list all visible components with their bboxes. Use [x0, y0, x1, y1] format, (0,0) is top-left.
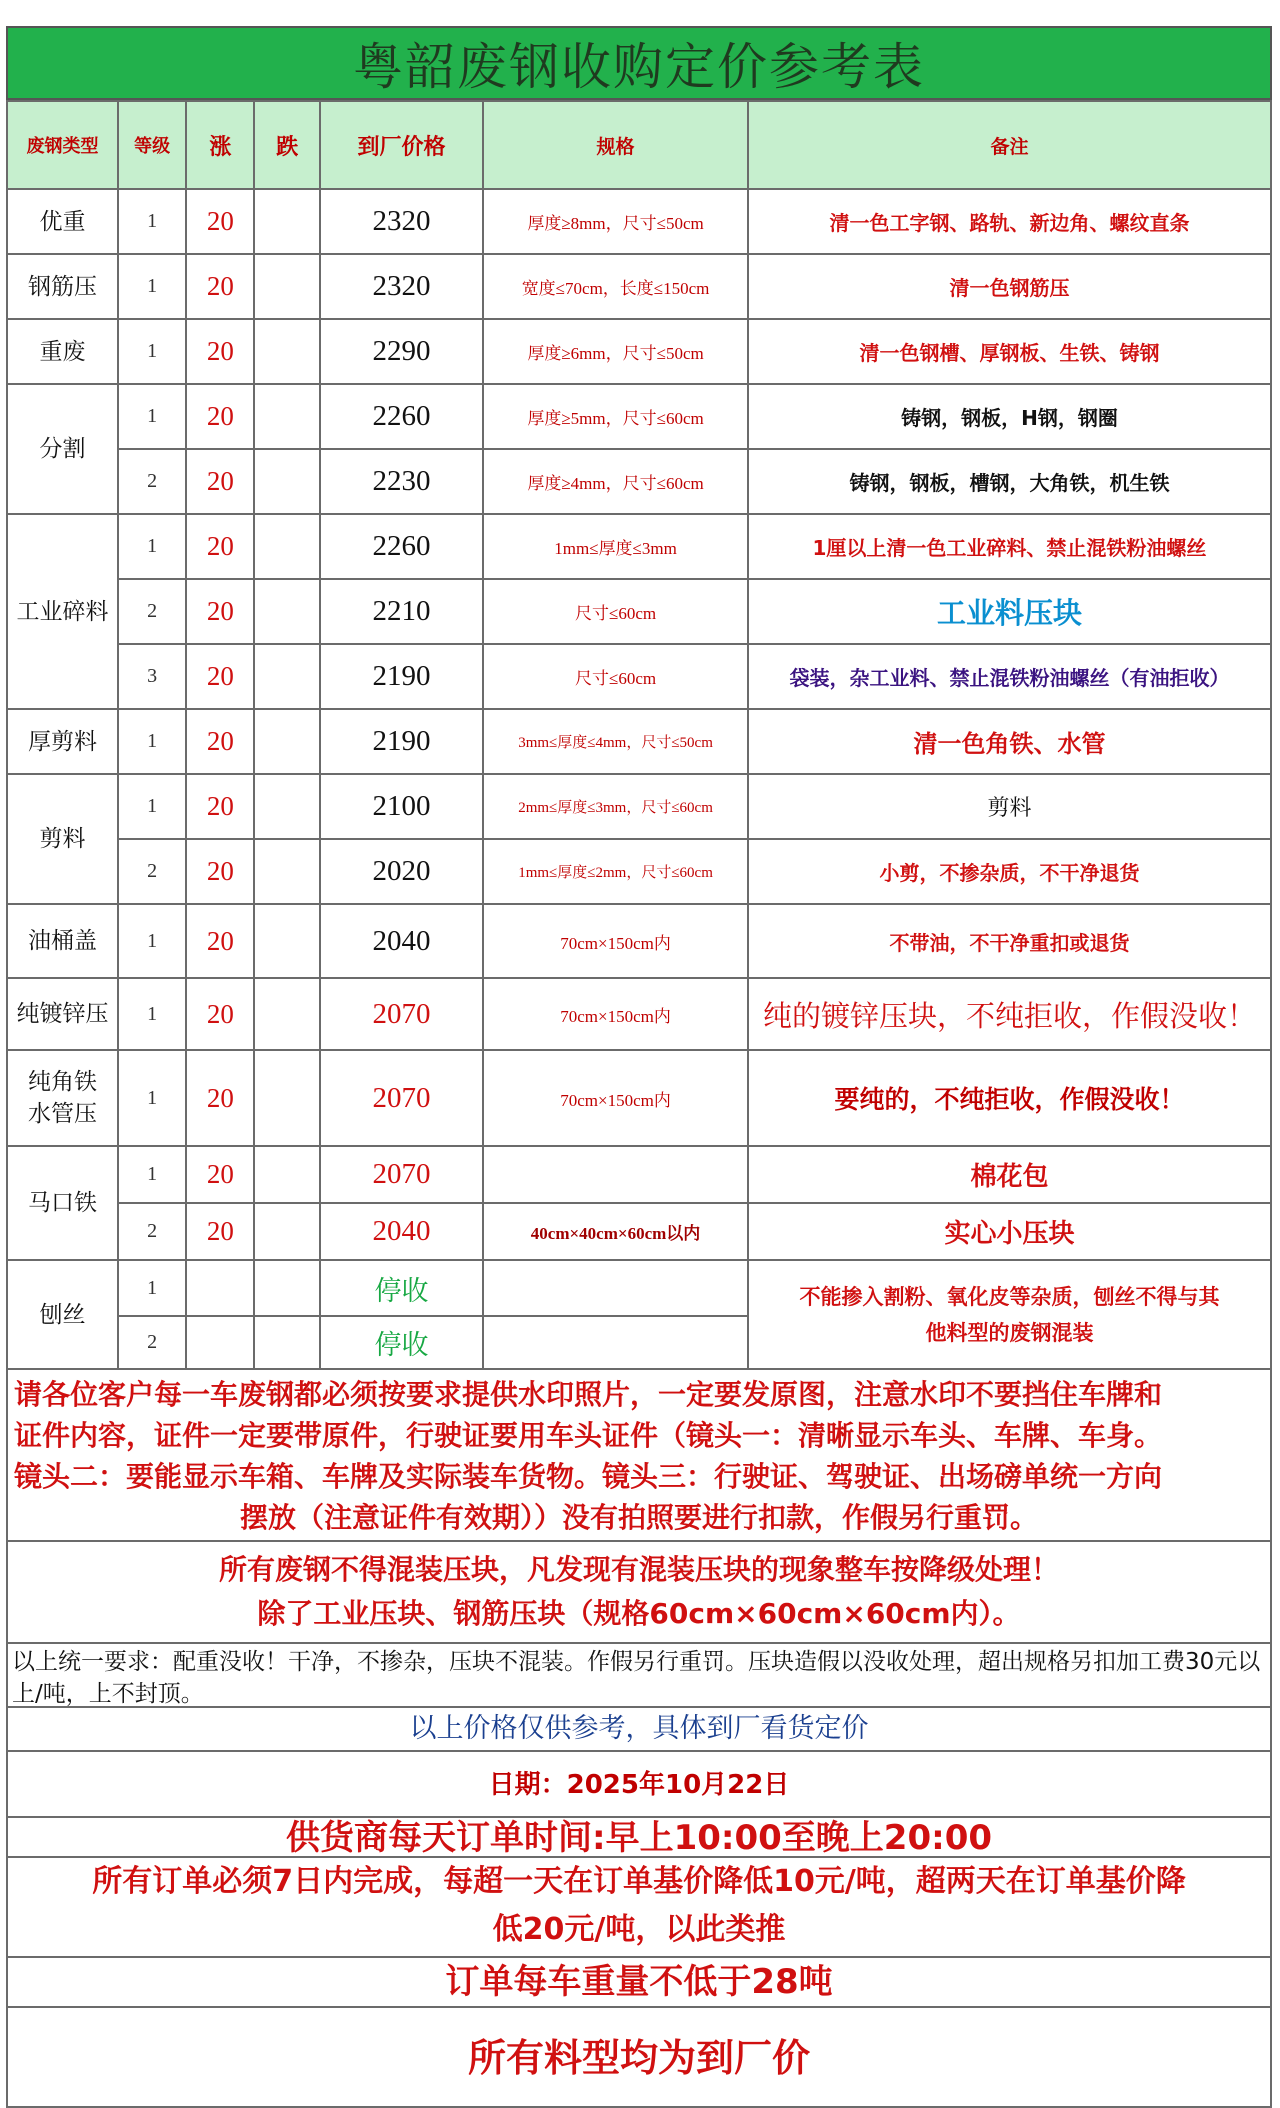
row-price: 停收 — [320, 1316, 483, 1369]
row-grade: 2 — [118, 839, 186, 904]
reference-note: 以上价格仅供参考，具体到厂看货定价 — [6, 1708, 1272, 1752]
date-label: 日期：2025年10月22日 — [6, 1752, 1272, 1818]
row-grade: 1 — [118, 774, 186, 839]
header-spec: 规格 — [483, 101, 748, 189]
row-rise: 20 — [186, 449, 254, 514]
table-row — [7, 774, 1271, 839]
row-price: 2290 — [320, 319, 483, 384]
header-fall: 跌 — [254, 101, 320, 189]
row-note: 清一色工字钢、路轨、新边角、螺纹直条 — [748, 189, 1271, 254]
row-fall — [254, 1316, 320, 1369]
row-spec — [483, 1146, 748, 1203]
row-note: 工业料压块 — [748, 579, 1271, 644]
row-fall — [254, 514, 320, 579]
row-fall — [254, 579, 320, 644]
page-title: 粤韶废钢收购定价参考表 — [6, 26, 1272, 100]
photo-requirements — [6, 1370, 1272, 1542]
price-sheet — [6, 26, 1272, 2108]
row-type: 刨丝 — [7, 1260, 118, 1369]
row-rise: 20 — [186, 514, 254, 579]
row-price: 2320 — [320, 189, 483, 254]
table-row — [7, 449, 1271, 514]
table-row — [7, 514, 1271, 579]
row-fall — [254, 978, 320, 1050]
row-fall — [254, 904, 320, 978]
row-note: 清一色钢筋压 — [748, 254, 1271, 319]
row-note: 铸钢，钢板，槽钢，大角铁，机生铁 — [748, 449, 1271, 514]
min-weight: 订单每车重量不低于28吨 — [6, 1958, 1272, 2008]
row-rise: 20 — [186, 644, 254, 709]
row-rise: 20 — [186, 1203, 254, 1260]
row-note: 棉花包 — [748, 1146, 1271, 1203]
table-row — [7, 904, 1271, 978]
row-type: 工业碎料 — [7, 514, 118, 709]
requirements-line: 请各位客户每一车废钢都必须按要求提供水印照片，一定要发原图，注意水印不要挡住车牌和 — [14, 1378, 1163, 1411]
factory-price-note: 所有料型均为到厂价 — [6, 2008, 1272, 2108]
row-price: 停收 — [320, 1260, 483, 1316]
row-rise: 20 — [186, 1050, 254, 1146]
mixing-line: 所有废钢不得混装压块，凡发现有混装压块的现象整车按降级处理！ — [218, 1553, 1059, 1586]
row-spec: 宽度≤70cm，长度≤150cm — [483, 254, 748, 319]
row-grade: 2 — [118, 579, 186, 644]
table-row — [7, 579, 1271, 644]
price-table — [6, 100, 1272, 1370]
row-note: 清一色角铁、水管 — [748, 709, 1271, 774]
row-fall — [254, 449, 320, 514]
row-grade: 1 — [118, 514, 186, 579]
requirements-line: 镜头二：要能显示车箱、车牌及实际装车货物。镜头三：行驶证、驾驶证、出场磅单统一方向 — [14, 1460, 1163, 1493]
row-rise: 20 — [186, 978, 254, 1050]
row-spec: 尺寸≤60cm — [483, 644, 748, 709]
row-rise: 20 — [186, 384, 254, 449]
row-grade: 1 — [118, 709, 186, 774]
row-grade: 1 — [118, 1260, 186, 1316]
row-type: 重废 — [7, 319, 118, 384]
row-rise: 20 — [186, 709, 254, 774]
orders-line: 所有订单必须7日内完成，每超一天在订单基价降低10元/吨，超两天在订单基价降 — [92, 1864, 1186, 1899]
row-price: 2040 — [320, 904, 483, 978]
row-grade: 1 — [118, 1050, 186, 1146]
table-row — [7, 319, 1271, 384]
row-rise — [186, 1316, 254, 1369]
row-spec: 尺寸≤60cm — [483, 579, 748, 644]
row-fall — [254, 709, 320, 774]
row-price: 2190 — [320, 709, 483, 774]
row-price: 2040 — [320, 1203, 483, 1260]
row-price: 2210 — [320, 579, 483, 644]
row-fall — [254, 1146, 320, 1203]
row-rise: 20 — [186, 189, 254, 254]
row-grade: 1 — [118, 978, 186, 1050]
row-grade: 2 — [118, 1203, 186, 1260]
supply-time: 供货商每天订单时间:早上10:00至晚上20:00 — [6, 1818, 1272, 1858]
row-spec: 厚度≥6mm，尺寸≤50cm — [483, 319, 748, 384]
table-row — [7, 254, 1271, 319]
row-grade: 1 — [118, 254, 186, 319]
row-note: 清一色钢槽、厚钢板、生铁、铸钢 — [748, 319, 1271, 384]
row-price: 2070 — [320, 978, 483, 1050]
table-row — [7, 1203, 1271, 1260]
row-note-line: 他料型的废钢混装 — [925, 1320, 1094, 1345]
table-row — [7, 1050, 1271, 1146]
table-header-row — [7, 101, 1271, 189]
row-price: 2230 — [320, 449, 483, 514]
row-fall — [254, 319, 320, 384]
mixing-rule — [6, 1542, 1272, 1644]
row-spec: 70cm×150cm内 — [483, 978, 748, 1050]
mixing-line: 除了工业压块、钢筋压块（规格60cm×60cm×60cm内）。 — [257, 1597, 1021, 1630]
row-rise: 20 — [186, 839, 254, 904]
row-price: 2260 — [320, 384, 483, 449]
row-price: 2190 — [320, 644, 483, 709]
row-price: 2100 — [320, 774, 483, 839]
row-price: 2260 — [320, 514, 483, 579]
table-row — [7, 839, 1271, 904]
row-note: 铸钢，钢板，H钢，钢圈 — [748, 384, 1271, 449]
row-fall — [254, 254, 320, 319]
row-rise: 20 — [186, 904, 254, 978]
row-type: 分割 — [7, 384, 118, 514]
row-fall — [254, 644, 320, 709]
row-grade: 1 — [118, 904, 186, 978]
row-note: 实心小压块 — [748, 1203, 1271, 1260]
row-note: 纯的镀锌压块，不纯拒收，作假没收！ — [748, 978, 1271, 1050]
row-rise: 20 — [186, 774, 254, 839]
row-type: 马口铁 — [7, 1146, 118, 1260]
row-price: 2320 — [320, 254, 483, 319]
orders-line: 低20元/吨，以此类推 — [492, 1912, 786, 1947]
row-note: 不带油，不干净重扣或退货 — [748, 904, 1271, 978]
order-deadline-rule — [6, 1858, 1272, 1958]
row-spec: 70cm×150cm内 — [483, 1050, 748, 1146]
row-type: 厚剪料 — [7, 709, 118, 774]
row-rise — [186, 1260, 254, 1316]
table-row — [7, 644, 1271, 709]
row-type: 剪料 — [7, 774, 118, 904]
row-spec: 厚度≥5mm，尺寸≤60cm — [483, 384, 748, 449]
row-grade: 1 — [118, 1146, 186, 1203]
row-price: 2020 — [320, 839, 483, 904]
row-note: 袋装，杂工业料、禁止混铁粉油螺丝（有油拒收） — [748, 644, 1271, 709]
row-fall — [254, 1260, 320, 1316]
row-fall — [254, 384, 320, 449]
row-note-line: 不能掺入割粉、氧化皮等杂质，刨丝不得与其 — [799, 1284, 1220, 1309]
table-row — [7, 384, 1271, 449]
row-spec — [483, 1260, 748, 1316]
row-spec: 3mm≤厚度≤4mm，尺寸≤50cm — [483, 709, 748, 774]
row-fall — [254, 189, 320, 254]
row-rise: 20 — [186, 254, 254, 319]
row-spec: 1mm≤厚度≤3mm — [483, 514, 748, 579]
row-rise: 20 — [186, 579, 254, 644]
row-spec: 厚度≥8mm，尺寸≤50cm — [483, 189, 748, 254]
table-row — [7, 978, 1271, 1050]
row-type: 油桶盖 — [7, 904, 118, 978]
row-note: 要纯的，不纯拒收，作假没收！ — [748, 1050, 1271, 1146]
requirements-line: 证件内容，证件一定要带原件，行驶证要用车头证件（镜头一：清晰显示车头、车牌、车身。 — [14, 1419, 1163, 1452]
header-rise: 涨 — [186, 101, 254, 189]
row-note — [748, 1260, 1271, 1369]
row-spec — [483, 1316, 748, 1369]
row-grade: 1 — [118, 189, 186, 254]
row-type: 纯镀锌压 — [7, 978, 118, 1050]
uniform-requirements: 以上统一要求：配重没收！干净，不掺杂，压块不混装。作假另行重罚。压块造假以没收处理，超出规格另扣加工费30元以上/吨，上不封顶。 — [6, 1644, 1272, 1708]
row-note: 1厘以上清一色工业碎料、禁止混铁粉油螺丝 — [748, 514, 1271, 579]
header-grade: 等级 — [118, 101, 186, 189]
row-grade: 3 — [118, 644, 186, 709]
header-price: 到厂价格 — [320, 101, 483, 189]
row-type: 优重 — [7, 189, 118, 254]
row-type: 钢筋压 — [7, 254, 118, 319]
row-fall — [254, 1050, 320, 1146]
row-note: 剪料 — [748, 774, 1271, 839]
row-note: 小剪，不掺杂质，不干净退货 — [748, 839, 1271, 904]
row-spec: 70cm×150cm内 — [483, 904, 748, 978]
header-type: 废钢类型 — [7, 101, 118, 189]
row-fall — [254, 774, 320, 839]
row-spec: 2mm≤厚度≤3mm，尺寸≤60cm — [483, 774, 748, 839]
table-row — [7, 189, 1271, 254]
row-price: 2070 — [320, 1050, 483, 1146]
row-fall — [254, 1203, 320, 1260]
row-spec: 厚度≥4mm，尺寸≤60cm — [483, 449, 748, 514]
row-grade: 2 — [118, 449, 186, 514]
table-row — [7, 709, 1271, 774]
row-price: 2070 — [320, 1146, 483, 1203]
row-rise: 20 — [186, 1146, 254, 1203]
header-note: 备注 — [748, 101, 1271, 189]
row-fall — [254, 839, 320, 904]
row-spec: 1mm≤厚度≤2mm，尺寸≤60cm — [483, 839, 748, 904]
row-spec: 40cm×40cm×60cm以内 — [483, 1203, 748, 1260]
requirements-line: 摆放（注意证件有效期））没有拍照要进行扣款，作假另行重罚。 — [239, 1501, 1038, 1534]
row-type-line: 纯角铁 — [28, 1069, 97, 1095]
table-row — [7, 1260, 1271, 1316]
row-rise: 20 — [186, 319, 254, 384]
row-grade: 1 — [118, 319, 186, 384]
row-grade: 2 — [118, 1316, 186, 1369]
row-grade: 1 — [118, 384, 186, 449]
row-type-line: 水管压 — [28, 1101, 97, 1127]
row-type — [7, 1050, 118, 1146]
table-row — [7, 1146, 1271, 1203]
